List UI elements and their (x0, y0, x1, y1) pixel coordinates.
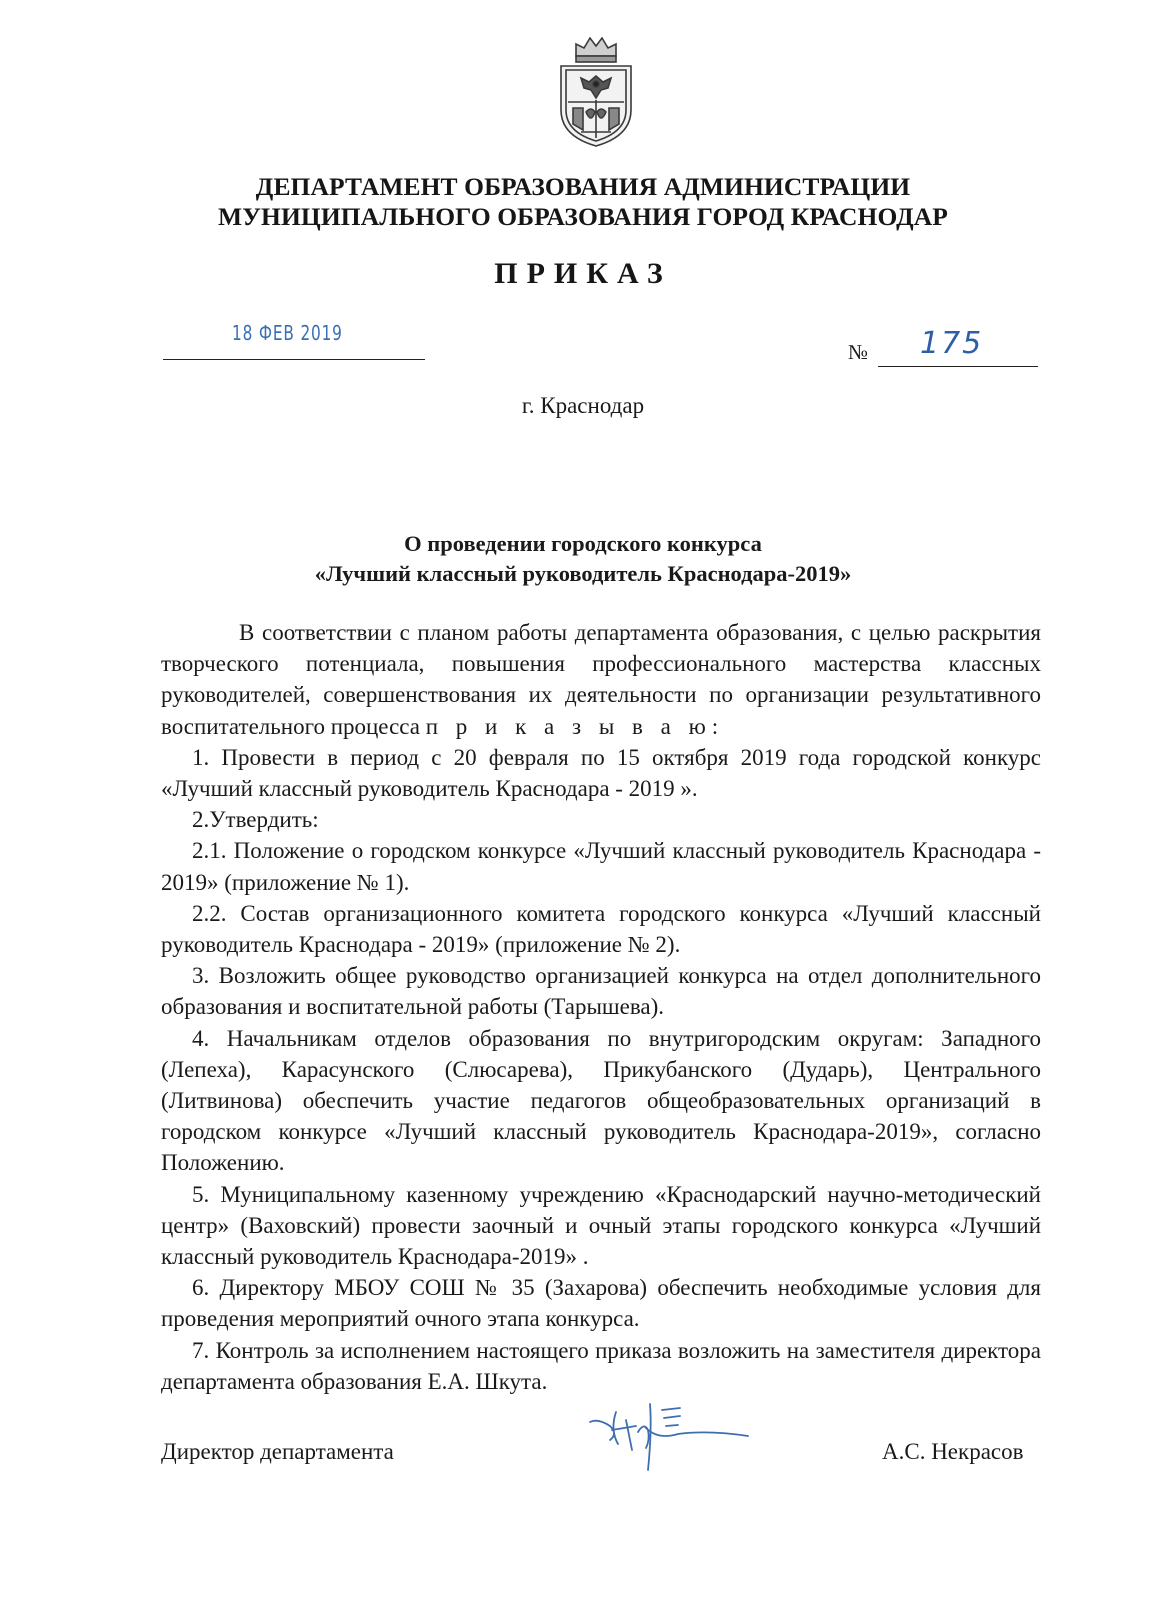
intro-paragraph (161, 617, 1041, 742)
order-item-2-2: 2.2. Состав организационного комитета городского конкурса «Лучший классный руководитель Краснодара - 2019» (приложение № 2). (161, 900, 1041, 958)
number-underline (878, 366, 1038, 367)
coat-of-arms-icon (551, 32, 641, 150)
order-item-2-1: 2.1. Положение о городском конкурсе «Лучший классный руководитель Краснодара - 2019» (приложение № 1). (161, 838, 1041, 895)
signer-name: А.С. Некрасов (882, 1439, 1024, 1464)
order-item-5: 5. Муниципальному казенному учреждению «Краснодарский научно-методический центр» (Ваховский) провести заочный и очный этапы городского конкурса «Лучший классный руководитель Краснодара-2019» . (161, 1181, 1041, 1270)
document-type-title: ПРИКАЗ (494, 257, 672, 290)
subject-line-2: «Лучший классный руководитель Краснодара-2019» (314, 561, 852, 586)
intro-text: В соответствии с планом работы департамента образования, с целью раскрытия творческого потенциала, повышения профессионального мастерства классных руководителей, совершенствования их деятельности по организации результативного воспитательного процесса (161, 620, 1041, 739)
organization-name-line-2: МУНИЦИПАЛЬНОГО ОБРАЗОВАНИЯ ГОРОД КРАСНОДАР (218, 202, 948, 231)
number-label: № (848, 340, 869, 364)
date-stamp: 18 ФЕВ 2019 (232, 321, 343, 345)
signer-title: Директор департамента (161, 1439, 394, 1464)
order-item-7: 7. Контроль за исполнением настоящего приказа возложить на заместителя директора департамента образования Е.А. Шкута. (161, 1337, 1041, 1394)
order-body (161, 617, 1041, 1397)
order-item-2: 2.Утвердить: (192, 807, 319, 833)
handwritten-signature-icon (588, 1400, 758, 1495)
date-underline (163, 359, 425, 360)
order-item-3: 3. Возложить общее руководство организацией конкурса на отдел дополнительного образования и воспитательной работы (Тарышева). (161, 963, 1041, 1020)
city-name: г. Краснодар (521, 393, 645, 418)
organization-name-line-1: ДЕПАРТАМЕНТ ОБРАЗОВАНИЯ АДМИНИСТРАЦИИ (255, 172, 911, 201)
order-word: п р и к а з ы в а ю: (425, 713, 725, 739)
order-item-4: 4. Начальникам отделов образования по внутригородским округам: Западного (Лепеха), Карасунского (Слюсарева), Прикубанского (Дударь), Центрального (Литвинова) обеспечить участие педагогов общеобразовательных организаций в городском конкурсе «Лучший классный руководитель Краснодара-2019», согласно Положению. (161, 1025, 1041, 1176)
order-item-6: 6. Директору МБОУ СОШ № 35 (Захарова) обеспечить необходимые условия для проведения мероприятий очного этапа конкурса. (161, 1275, 1041, 1332)
order-item-1: 1. Провести в период с 20 февраля по 15 октября 2019 года городской конкурс «Лучший классный руководитель Краснодара - 2019 ». (161, 744, 1041, 802)
subject-line-1: О проведении городского конкурса (404, 531, 762, 556)
document-number: 175 (920, 326, 984, 361)
